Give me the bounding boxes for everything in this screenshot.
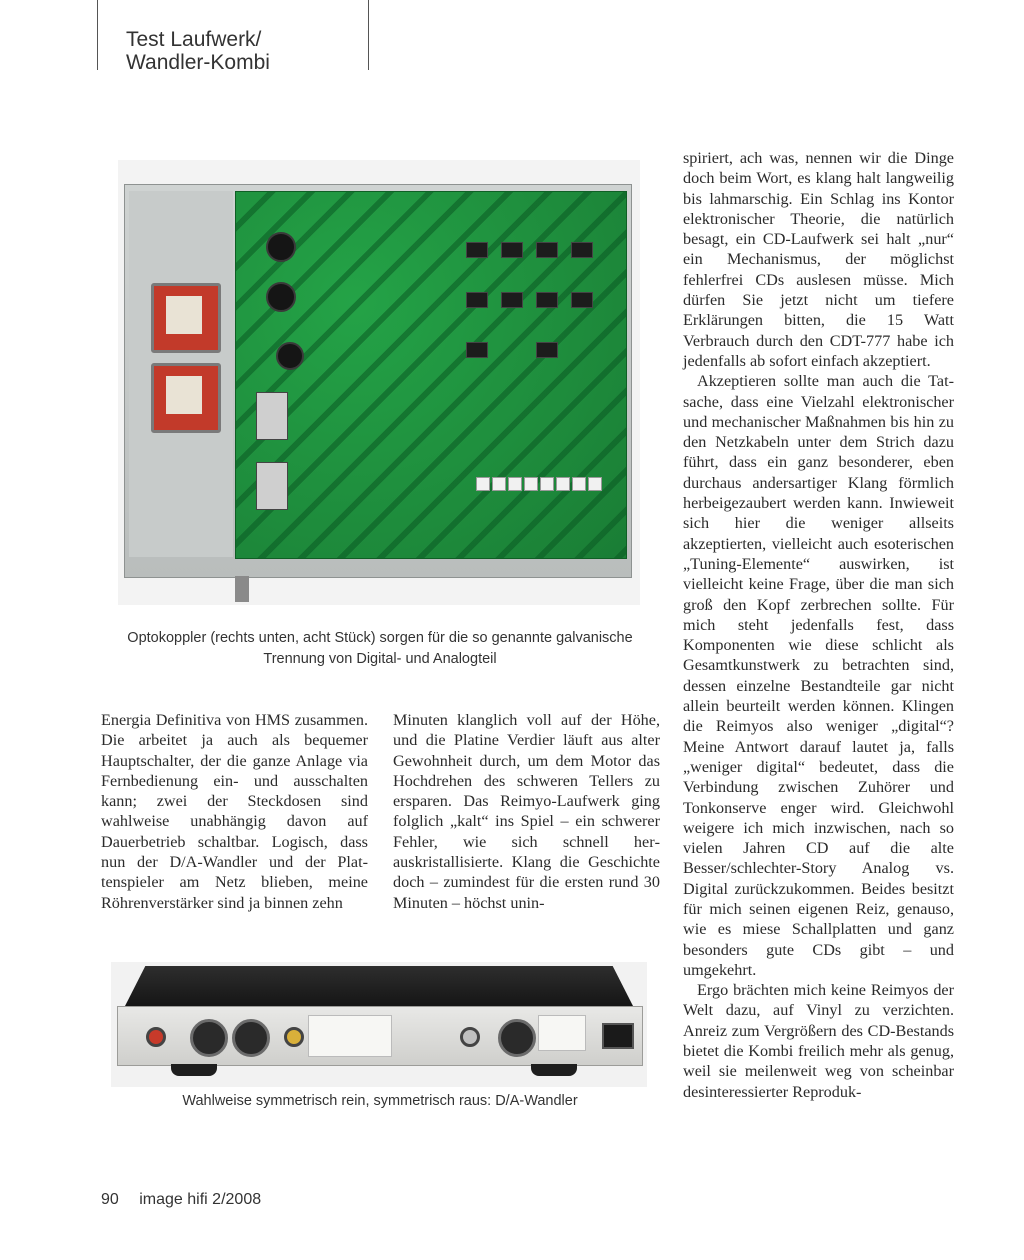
- transformer-2: [151, 363, 221, 433]
- foot: [531, 1064, 577, 1076]
- capacitor: [266, 232, 296, 262]
- chip: [256, 462, 288, 510]
- chip: [501, 292, 523, 308]
- chip: [466, 292, 488, 308]
- chip: [466, 242, 488, 258]
- chip: [571, 242, 593, 258]
- foot: [171, 1064, 217, 1076]
- column3-paragraph-3: Ergo brächten mich keine Reimyos der Welt dazu, auf Vinyl zu verzichten. Anreiz zum Vergrößern des CD-Bestands bietet die Kombi freilich mehr als genug, weil sie meilenweit weg von scheinbar desinteressierter Reproduk-: [683, 981, 954, 1101]
- front-knob: [235, 576, 249, 602]
- page-number: 90: [101, 1191, 119, 1208]
- body-column-1: [101, 710, 368, 913]
- figure1-caption: [100, 628, 660, 670]
- header-rule-left: [97, 0, 98, 70]
- chassis: [124, 184, 632, 578]
- column3-paragraph-2: Akzeptieren sollte man auch die Tatsache, dass eine Vielzahl elektronischer und mechanischer Maßnahmen bis hin zu den Netzkabeln unter dem Strich dazu führt, dass ein ganz besonderer, eben durchaus andersartiger Klang förmlich herbeigezaubert werden kann. Inwieweit sich hier die weniger allseits akzeptierten, vielleicht auch esoterischen „Tuning-Elemente“ auswirken, ist vielleicht keine Frage, über die man sich groß den Kopf zerbrechen sollte. Für mich steht jedenfalls fest, dass Komponenten wie diese schlicht als Gesamtkunstwerk zu betrachten sind, dessen einzelne Bestandteile gar nicht allein beurteilt werden können. Klingen die Reimyos also weniger „digital“? Meine Antwort darauf lautet ja, falls „weniger digital“ bedeutet, dass die Verbindung zwischen Zuhörer und Tonkonserve enger wird. Gleichwohl weigere ich mich inzwischen, nach so vielen Jahren CD auf die alte Besser/schlechter-Story Analog vs. Digital zurückzukommen. Beides besitzt für mich seinen eigenen Reiz, genauso, wie es miese Schallplatten und ganz besonders gute CDs gibt – und umgekehrt.: [683, 372, 954, 979]
- chip: [256, 392, 288, 440]
- magazine-issue: image hifi 2/2008: [139, 1191, 262, 1208]
- optocoupler: [492, 477, 506, 491]
- da-converter-photo: [111, 962, 647, 1087]
- chip: [571, 292, 593, 308]
- section-title-line2: Wandler-Kombi: [126, 51, 270, 74]
- optocoupler: [588, 477, 602, 491]
- digital-input-aes: [498, 1019, 536, 1057]
- circuit-board-photo: [118, 160, 640, 605]
- digital-input-coax: [460, 1027, 480, 1047]
- header-rule-right: [368, 0, 369, 70]
- body-column-2: [393, 710, 660, 913]
- power-inlet: [602, 1023, 634, 1049]
- chip: [536, 342, 558, 358]
- pcb-board: [235, 191, 627, 559]
- xlr-output-right: [190, 1019, 228, 1057]
- section-title: [126, 28, 366, 74]
- optocoupler: [540, 477, 554, 491]
- da-converter-top-cover: [125, 966, 633, 1006]
- optocoupler: [556, 477, 570, 491]
- optocoupler: [476, 477, 490, 491]
- chip: [466, 342, 488, 358]
- optocoupler: [508, 477, 522, 491]
- figure1-caption-line2: Trennung von Digital- und Analogteil: [263, 651, 497, 667]
- chip: [536, 242, 558, 258]
- xlr-output-left: [232, 1019, 270, 1057]
- column2-paragraph: Minuten klanglich voll auf der Höhe, und die Platine Verdier läuft aus alter Gewohnheit durch, um dem Motor das Hochdrehen des schweren Tellers zu ersparen. Das Reimyo-Laufwerk ging folglich „kalt“ ins Spiel – ein schwerer Fehler, wie sich schnell herauskristallisierte. Klang die Geschichte doch – zumindest für die ersten rund 30 Minuten – höchst unin-: [393, 711, 660, 912]
- column3-paragraph-1: spiriert, ach was, nennen wir die Dinge doch beim Wort, es klang halt langweilig bis lahmarschig. Ein Schlag ins Kontor elektronischer Theorie, die natürlich besagt, ein CD-Laufwerk sei halt „nur“ ein Mechanismus, der möglichst fehlerfrei CDs auslesen müsse. Mich dürfen Sie jetzt nicht um tiefere Erklärungen bitten, die 15 Watt Verbrauch durch den CDT-777 habe ich jedenfalls ab sofort einfach akzeptiert.: [683, 149, 954, 370]
- figure2-caption: Wahlweise symmetrisch rein, symmetrisch raus: D/A-Wandler: [182, 1093, 578, 1109]
- rca-output-left: [284, 1027, 304, 1047]
- capacitor: [266, 282, 296, 312]
- figure1-caption-line1: Optokoppler (rechts unten, acht Stück) sorgen für die so genannte galvanische: [127, 630, 633, 646]
- section-title-line1: Test Laufwerk/: [126, 28, 262, 51]
- capacitor: [276, 342, 304, 370]
- optocoupler: [524, 477, 538, 491]
- da-converter-rear-panel: [117, 1006, 643, 1066]
- transformer-1: [151, 283, 221, 353]
- model-label-plate: [308, 1015, 392, 1057]
- power-supply-section: [129, 191, 233, 557]
- optocoupler: [572, 477, 586, 491]
- column1-paragraph: Energia Definitiva von HMS zusammen. Die arbeitet ja auch als bequemer Hauptschalter, der die ganze Anlage via Fernbedienung ein- und ausschalten kann; zwei der Steckdosen sind wahlweise unabhängig davon auf Dauerbetrieb schaltbar. Logisch, dass nun der D/A-Wandler und der Plattenspieler am Netz blieben, meine Röhrenverstärker sind ja binnen zehn: [101, 711, 368, 912]
- warning-label: [538, 1015, 586, 1051]
- page-footer: [101, 1191, 261, 1209]
- rca-output-right: [146, 1027, 166, 1047]
- body-column-3: [683, 148, 954, 1102]
- chip: [536, 292, 558, 308]
- chip: [501, 242, 523, 258]
